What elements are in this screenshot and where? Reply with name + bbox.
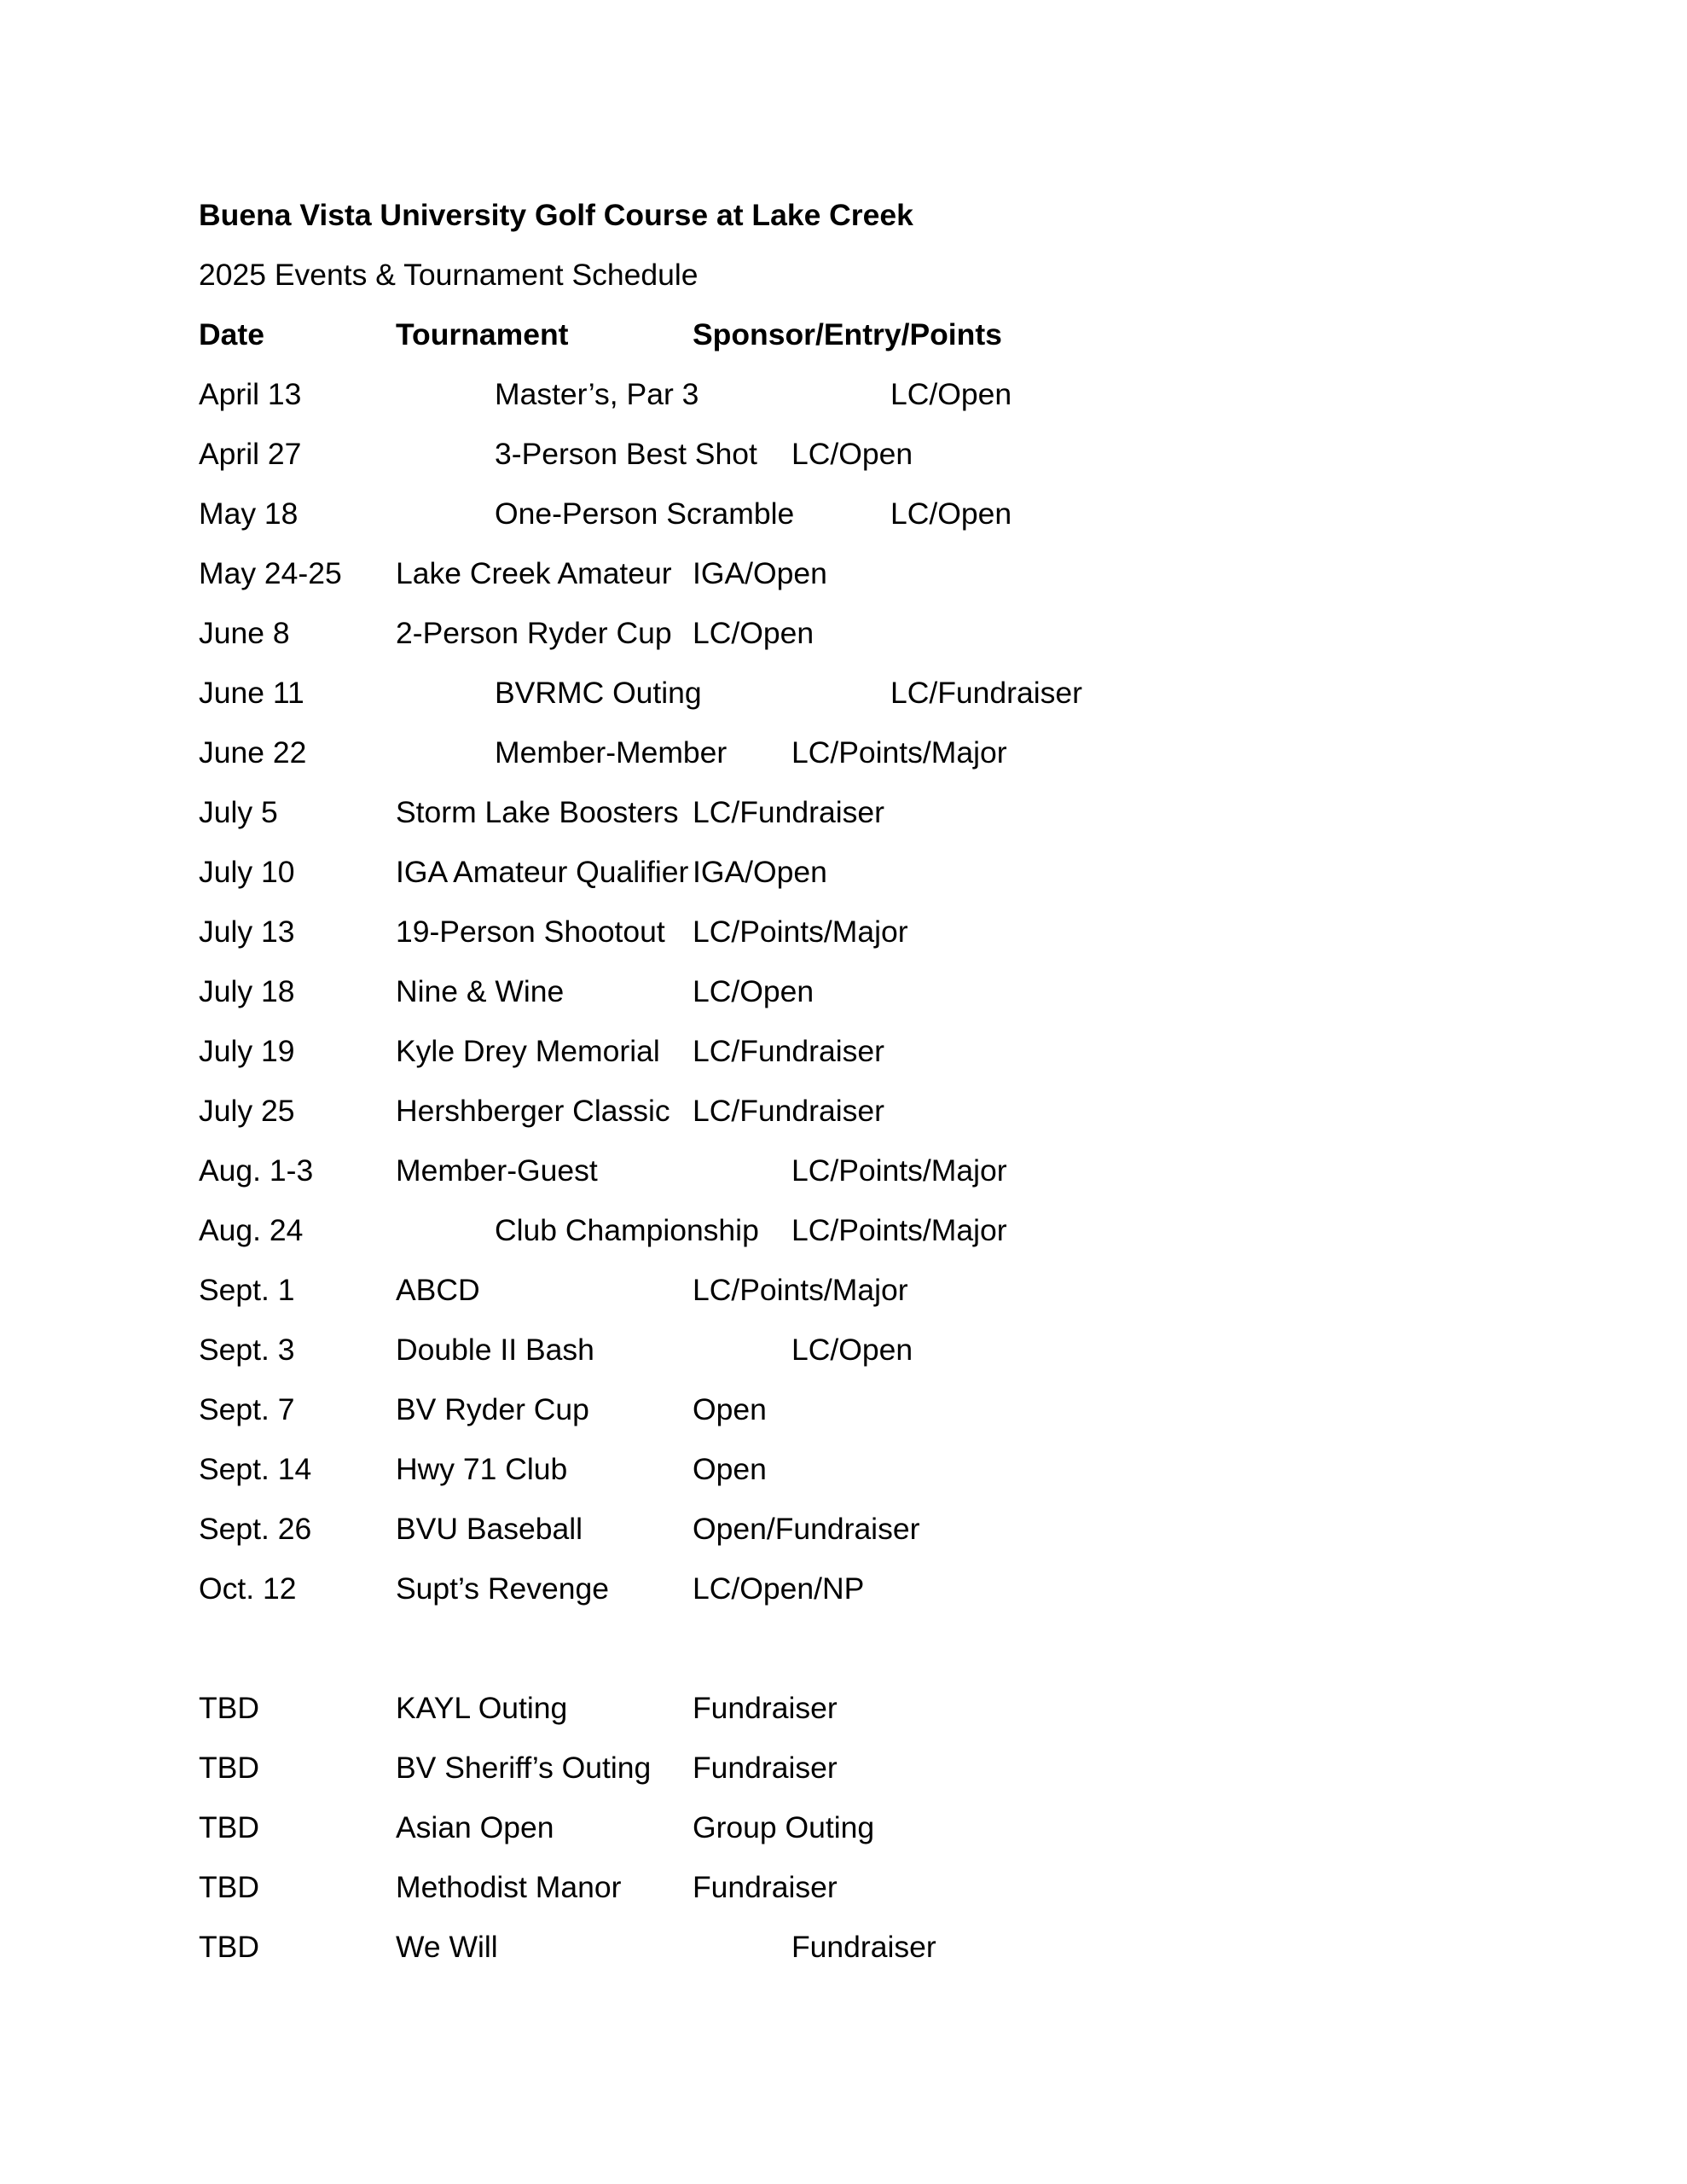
event-tournament: KAYL Outing <box>396 1691 568 1725</box>
event-sponsor: LC/Open <box>890 497 1012 531</box>
event-date: Aug. 24 <box>199 1213 304 1247</box>
event-row <box>0 1507 1687 1550</box>
event-tournament: Hwy 71 Club <box>396 1452 568 1486</box>
event-sponsor: LC/Fundraiser <box>890 676 1082 710</box>
document-subtitle: 2025 Events & Tournament Schedule <box>199 258 699 292</box>
document-title-row <box>0 194 1687 236</box>
header-date: Date <box>199 317 264 351</box>
event-tournament: Member-Guest <box>396 1153 598 1188</box>
event-date: June 11 <box>199 676 304 710</box>
event-date: July 13 <box>199 915 295 949</box>
event-date: Sept. 7 <box>199 1392 295 1426</box>
event-row <box>0 1567 1687 1610</box>
event-date: Sept. 3 <box>199 1333 295 1367</box>
event-sponsor: LC/Open <box>791 437 913 471</box>
event-row <box>0 1149 1687 1192</box>
event-tournament: 2-Person Ryder Cup <box>396 616 672 650</box>
event-row <box>0 1030 1687 1072</box>
event-tournament: Hershberger Classic <box>396 1094 670 1128</box>
event-tournament: Lake Creek Amateur <box>396 556 672 590</box>
event-sponsor: Fundraiser <box>693 1751 838 1785</box>
event-date: Aug. 1-3 <box>199 1153 314 1188</box>
event-sponsor: LC/Points/Major <box>791 735 1007 770</box>
event-tournament: We Will <box>396 1930 498 1964</box>
event-tournament: ABCD <box>396 1273 480 1307</box>
event-row <box>0 1209 1687 1252</box>
event-row <box>0 731 1687 774</box>
event-row <box>0 791 1687 834</box>
event-date: June 8 <box>199 616 290 650</box>
tbd-event-row <box>0 1687 1687 1729</box>
header-tournament: Tournament <box>396 317 569 351</box>
event-sponsor: IGA/Open <box>693 855 827 889</box>
event-tournament: Nine & Wine <box>396 974 565 1008</box>
event-row <box>0 492 1687 535</box>
event-row <box>0 1448 1687 1490</box>
event-row <box>0 433 1687 475</box>
event-row <box>0 1388 1687 1431</box>
event-tournament: Double II Bash <box>396 1333 594 1367</box>
event-date: July 19 <box>199 1034 295 1068</box>
event-sponsor: LC/Points/Major <box>693 915 908 949</box>
event-tournament: Master’s, Par 3 <box>495 377 699 411</box>
event-sponsor: LC/Open <box>693 974 815 1008</box>
event-tournament: BV Ryder Cup <box>396 1392 589 1426</box>
event-date: TBD <box>199 1691 259 1725</box>
event-date: May 24-25 <box>199 556 342 590</box>
event-sponsor: Open/Fundraiser <box>693 1512 920 1546</box>
event-date: Sept. 14 <box>199 1452 312 1486</box>
event-tournament: BVU Baseball <box>396 1512 583 1546</box>
event-date: April 27 <box>199 437 302 471</box>
event-date: Oct. 12 <box>199 1571 297 1606</box>
event-sponsor: LC/Points/Major <box>791 1153 1007 1188</box>
event-tournament: Methodist Manor <box>396 1870 622 1904</box>
event-sponsor: LC/Points/Major <box>693 1273 908 1307</box>
event-tournament: Member-Member <box>495 735 728 770</box>
event-date: April 13 <box>199 377 302 411</box>
tbd-event-row <box>0 1866 1687 1908</box>
event-sponsor: LC/Points/Major <box>791 1213 1007 1247</box>
event-row <box>0 970 1687 1013</box>
event-row <box>0 373 1687 415</box>
event-row <box>0 1089 1687 1132</box>
document-title: Buena Vista University Golf Course at Lake Creek <box>199 198 913 232</box>
event-sponsor: Group Outing <box>693 1810 875 1844</box>
event-sponsor: LC/Open <box>890 377 1012 411</box>
event-date: July 18 <box>199 974 295 1008</box>
event-tournament: Asian Open <box>396 1810 554 1844</box>
tbd-event-row <box>0 1926 1687 1968</box>
tbd-event-row <box>0 1746 1687 1789</box>
event-row <box>0 910 1687 953</box>
event-tournament: Storm Lake Boosters <box>396 795 679 829</box>
event-tournament: Supt’s Revenge <box>396 1571 609 1606</box>
event-date: TBD <box>199 1870 259 1904</box>
event-row <box>0 851 1687 893</box>
event-sponsor: Open <box>693 1452 767 1486</box>
event-sponsor: Fundraiser <box>693 1870 838 1904</box>
event-sponsor: Fundraiser <box>791 1930 936 1964</box>
event-date: TBD <box>199 1751 259 1785</box>
event-sponsor: LC/Open/NP <box>693 1571 865 1606</box>
event-date: Sept. 26 <box>199 1512 312 1546</box>
column-header-row <box>0 313 1687 356</box>
event-tournament: BVRMC Outing <box>495 676 702 710</box>
header-sponsor: Sponsor/Entry/Points <box>693 317 1002 351</box>
event-sponsor: IGA/Open <box>693 556 827 590</box>
tbd-event-row <box>0 1806 1687 1849</box>
event-sponsor: LC/Fundraiser <box>693 1034 884 1068</box>
event-tournament: 3-Person Best Shot <box>495 437 757 471</box>
event-date: May 18 <box>199 497 299 531</box>
event-row <box>0 1269 1687 1311</box>
event-row <box>0 552 1687 595</box>
event-sponsor: Fundraiser <box>693 1691 838 1725</box>
event-row <box>0 671 1687 714</box>
event-tournament: Kyle Drey Memorial <box>396 1034 660 1068</box>
event-sponsor: LC/Fundraiser <box>693 795 884 829</box>
event-date: TBD <box>199 1810 259 1844</box>
event-sponsor: Open <box>693 1392 767 1426</box>
event-sponsor: LC/Open <box>693 616 815 650</box>
event-date: TBD <box>199 1930 259 1964</box>
document-subtitle-row <box>0 253 1687 296</box>
event-tournament: One-Person Scramble <box>495 497 795 531</box>
event-date: June 22 <box>199 735 307 770</box>
event-date: July 25 <box>199 1094 295 1128</box>
event-tournament: 19-Person Shootout <box>396 915 665 949</box>
event-date: Sept. 1 <box>199 1273 295 1307</box>
event-tournament: Club Championship <box>495 1213 759 1247</box>
event-row <box>0 1328 1687 1371</box>
event-tournament: IGA Amateur Qualifier <box>396 855 689 889</box>
event-sponsor: LC/Open <box>791 1333 913 1367</box>
event-sponsor: LC/Fundraiser <box>693 1094 884 1128</box>
event-date: July 10 <box>199 855 295 889</box>
event-tournament: BV Sheriff’s Outing <box>396 1751 652 1785</box>
event-date: July 5 <box>199 795 278 829</box>
event-row <box>0 612 1687 654</box>
